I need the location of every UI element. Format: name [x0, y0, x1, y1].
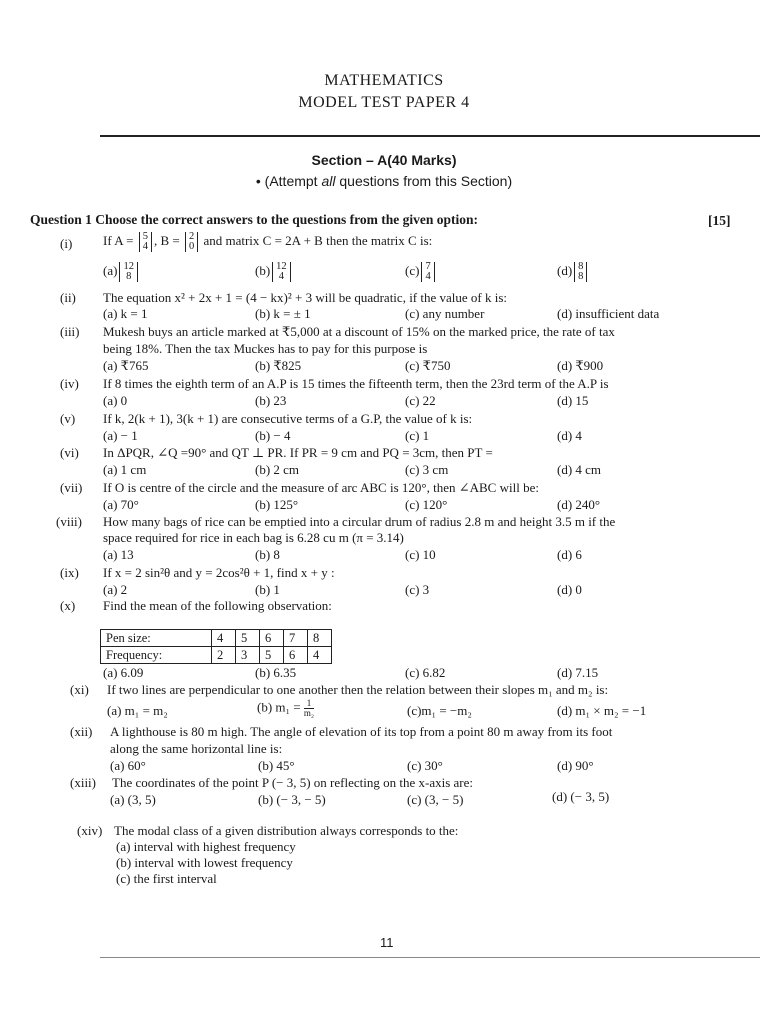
page-number: 11	[380, 935, 394, 950]
q-viii-text-line1: How many bags of rice can be emptied into a circular drum of radius 2.8 m and height 3.5 m if the	[103, 514, 616, 529]
q-i-d-r2: 8	[578, 271, 584, 282]
paper-subject-title: MATHEMATICS	[324, 72, 444, 89]
footer-divider	[100, 957, 760, 958]
instruction-emphasis: all	[321, 173, 336, 189]
q-i-b-r1: 12	[276, 261, 287, 272]
q-vii-number: (vii)	[60, 480, 83, 495]
q-ix-option-d: (d) 0	[557, 582, 582, 597]
q-i-option-a-matrix	[119, 262, 138, 282]
question-1-heading: Question 1 Choose the correct answers to the questions from the given option:	[30, 212, 478, 227]
instruction-suffix: questions from this Section)	[335, 173, 513, 189]
q-ix-option-c: (c) 3	[405, 582, 430, 597]
q-i-text	[103, 232, 432, 252]
q-viii-option-b: (b) 8	[255, 547, 280, 562]
q-xiii-text: The coordinates of the point P (− 3, 5) on reflecting on the x-axis are:	[112, 775, 473, 790]
q-i-a-r1: 12	[123, 261, 134, 272]
q-v-option-d: (d) 4	[557, 428, 582, 443]
q-iii-text-line1: Mukesh buys an article marked at ₹5,000 at a discount of 15% on the marked price, the rate of tax	[103, 324, 615, 339]
q-ix-option-b: (b) 1	[255, 582, 280, 597]
q-vii-option-a: (a) 70°	[103, 497, 139, 512]
q-ii-option-c: (c) any number	[405, 306, 485, 321]
q-xi-option-d: (d) m₁ × m₂ = −1	[557, 703, 647, 718]
q-i-option-c-matrix	[421, 262, 434, 282]
q-iii-option-d: (d) ₹900	[557, 358, 604, 373]
q-xii-number: (xii)	[70, 724, 93, 739]
q-i-text-a: If A =	[103, 232, 137, 248]
q-iv-number: (iv)	[60, 376, 79, 391]
q-ii-option-d: (d) insufficient data	[557, 306, 660, 321]
table-cell: 6	[284, 647, 308, 664]
q-viii-option-d: (d) 6	[557, 547, 582, 562]
table-row-label: Pen size:	[101, 630, 212, 647]
q-xiii-option-b: (b) (− 3, − 5)	[258, 792, 326, 807]
q-xiii-option-c: (c) (3, − 5)	[407, 792, 464, 807]
q-xi-text: If two lines are perpendicular to one another then the relation between their slopes m₁ and m₂ is:	[107, 682, 609, 697]
q-iii-option-a: (a) ₹765	[103, 358, 149, 373]
q-i-c-r1: 7	[425, 261, 431, 272]
q-viii-option-c: (c) 10	[405, 547, 436, 562]
q-v-option-a: (a) − 1	[103, 428, 138, 443]
q-x-option-c: (c) 6.82	[405, 665, 446, 680]
q-vi-option-c: (c) 3 cm	[405, 462, 449, 477]
q-xii-text-line2: along the same horizontal line is:	[110, 741, 283, 756]
q-i-d-r1: 8	[578, 261, 584, 272]
fraction-numerator: 1	[304, 699, 314, 709]
matrix-b-r2: 0	[188, 241, 195, 252]
q-v-option-c: (c) 1	[405, 428, 430, 443]
q-ix-number: (ix)	[60, 565, 79, 580]
q-v-text: If k, 2(k + 1), 3(k + 1) are consecutive terms of a G.P, the value of k is:	[103, 411, 473, 426]
q-xi-option-b-prefix: (b) m₁ =	[257, 699, 304, 715]
q-iii-text-line2: being 18%. Then the tax Muckes has to pay for this purpose is	[103, 341, 428, 356]
q-i-c-r2: 4	[425, 271, 431, 282]
matrix-a	[139, 232, 152, 252]
q-i-option-d	[557, 262, 589, 282]
q-xii-option-a: (a) 60°	[110, 758, 146, 773]
q-viii-text-line2: space required for rice in each bag is 6.28 cu m (π = 3.14)	[103, 530, 404, 545]
q-iii-number: (iii)	[60, 324, 80, 339]
q-vii-option-b: (b) 125°	[255, 497, 299, 512]
q-xiv-number: (xiv)	[77, 823, 103, 838]
table-cell: 8	[308, 630, 332, 647]
q-xi-number: (xi)	[70, 682, 89, 697]
q-iv-option-a: (a) 0	[103, 393, 128, 408]
q-xii-text-line1: A lighthouse is 80 m high. The angle of elevation of its top from a point 80 m away from its foot	[110, 724, 613, 739]
table-cell: 4	[212, 630, 236, 647]
q-x-option-a: (a) 6.09	[103, 665, 144, 680]
q-i-b-r2: 4	[278, 271, 285, 282]
table-row	[101, 647, 332, 664]
q-i-option-c	[405, 262, 437, 282]
q-i-option-c-label: (c)	[405, 262, 420, 278]
q-xi-option-b	[257, 699, 314, 718]
q-vi-option-b: (b) 2 cm	[255, 462, 300, 477]
q-ii-text: The equation x² + 2x + 1 = (4 − kx)² + 3 will be quadratic, if the value of k is:	[103, 290, 508, 305]
q-i-number: (i)	[60, 236, 73, 251]
q-ii-number: (ii)	[60, 290, 76, 305]
q-vi-option-d: (d) 4 cm	[557, 462, 602, 477]
section-title: Section – A(40 Marks)	[311, 152, 457, 168]
q-x-option-d: (d) 7.15	[557, 665, 599, 680]
matrix-b-r1: 2	[188, 231, 195, 242]
q-xiv-option-b: (b) interval with lowest frequency	[116, 855, 293, 870]
q-v-option-b: (b) − 4	[255, 428, 291, 443]
fraction-denominator: m₂	[303, 708, 315, 718]
q-xiv-option-c: (c) the first interval	[116, 871, 217, 886]
q-iv-option-d: (d) 15	[557, 393, 589, 408]
q-vi-number: (vi)	[60, 445, 79, 460]
header-divider	[100, 135, 760, 137]
table-cell: 2	[212, 647, 236, 664]
q-xiii-number: (xiii)	[70, 775, 96, 790]
q-i-option-b	[255, 262, 293, 282]
q-vii-option-c: (c) 120°	[405, 497, 448, 512]
table-cell: 6	[260, 630, 284, 647]
instruction-prefix: • (Attempt	[255, 173, 322, 189]
matrix-b	[185, 232, 198, 252]
fraction	[304, 699, 314, 718]
q-x-option-b: (b) 6.35	[255, 665, 297, 680]
matrix-a-r2: 4	[142, 241, 148, 252]
q-vi-option-a: (a) 1 cm	[103, 462, 147, 477]
table-cell: 5	[260, 647, 284, 664]
question-1-marks: [15]	[708, 213, 731, 228]
q-iv-option-c: (c) 22	[405, 393, 436, 408]
q-v-number: (v)	[60, 411, 76, 426]
table-cell: 4	[308, 647, 332, 664]
q-xi-option-a: (a) m₁ = m₂	[107, 703, 168, 718]
q-xiv-text: The modal class of a given distribution always corresponds to the:	[114, 823, 459, 838]
q-ii-option-a: (a) k = 1	[103, 306, 148, 321]
q-iv-text: If 8 times the eighth term of an A.P is 15 times the fifteenth term, then the 23rd term of the A.P is	[103, 376, 609, 391]
q-ix-option-a: (a) 2	[103, 582, 128, 597]
q-i-text-b: , B =	[153, 232, 183, 248]
q-xii-option-c: (c) 30°	[407, 758, 443, 773]
q-ix-text: If x = 2 sin²θ and y = 2cos²θ + 1, find x + y :	[103, 565, 335, 580]
table-row-label: Frequency:	[101, 647, 212, 664]
q-ii-option-b: (b) k = ± 1	[255, 306, 311, 321]
q-i-option-b-matrix	[272, 262, 291, 282]
q-vii-option-d: (d) 240°	[557, 497, 601, 512]
matrix-a-r1: 5	[142, 231, 148, 242]
q-i-text-c: and matrix C = 2A + B then the matrix C is:	[200, 232, 433, 248]
table-row	[101, 630, 332, 647]
q-xiii-option-a: (a) (3, 5)	[110, 792, 156, 807]
q-x-text: Find the mean of the following observation:	[103, 598, 332, 613]
q-viii-number: (viii)	[56, 514, 82, 529]
q-iv-option-b: (b) 23	[255, 393, 287, 408]
q-iii-option-b: (b) ₹825	[255, 358, 302, 373]
paper-test-title: MODEL TEST PAPER 4	[298, 94, 470, 111]
observation-table	[100, 629, 332, 664]
q-xi-option-c: (c)m₁ = −m₂	[407, 703, 472, 718]
q-xiv-option-a: (a) interval with highest frequency	[116, 839, 296, 854]
q-xii-option-d: (d) 90°	[557, 758, 594, 773]
q-i-option-d-label: (d)	[557, 262, 573, 278]
q-i-option-b-label: (b)	[255, 262, 271, 278]
section-instruction	[0, 173, 768, 189]
table-cell: 5	[236, 630, 260, 647]
q-xii-option-b: (b) 45°	[258, 758, 295, 773]
q-iii-option-c: (c) ₹750	[405, 358, 451, 373]
table-cell: 3	[236, 647, 260, 664]
table-cell: 7	[284, 630, 308, 647]
q-xiii-option-d: (d) (− 3, 5)	[552, 789, 610, 804]
q-i-option-d-matrix	[574, 262, 587, 282]
q-i-option-a	[103, 262, 140, 282]
q-i-a-r2: 8	[126, 271, 132, 282]
q-viii-option-a: (a) 13	[103, 547, 134, 562]
q-vi-text: In ΔPQR, ∠Q =90° and QT ⊥ PR. If PR = 9 cm and PQ = 3cm, then PT =	[103, 445, 493, 460]
q-vii-text: If O is centre of the circle and the measure of arc ABC is 120°, then ∠ABC will be:	[103, 480, 539, 495]
q-i-option-a-label: (a)	[103, 262, 118, 278]
q-x-number: (x)	[60, 598, 76, 613]
